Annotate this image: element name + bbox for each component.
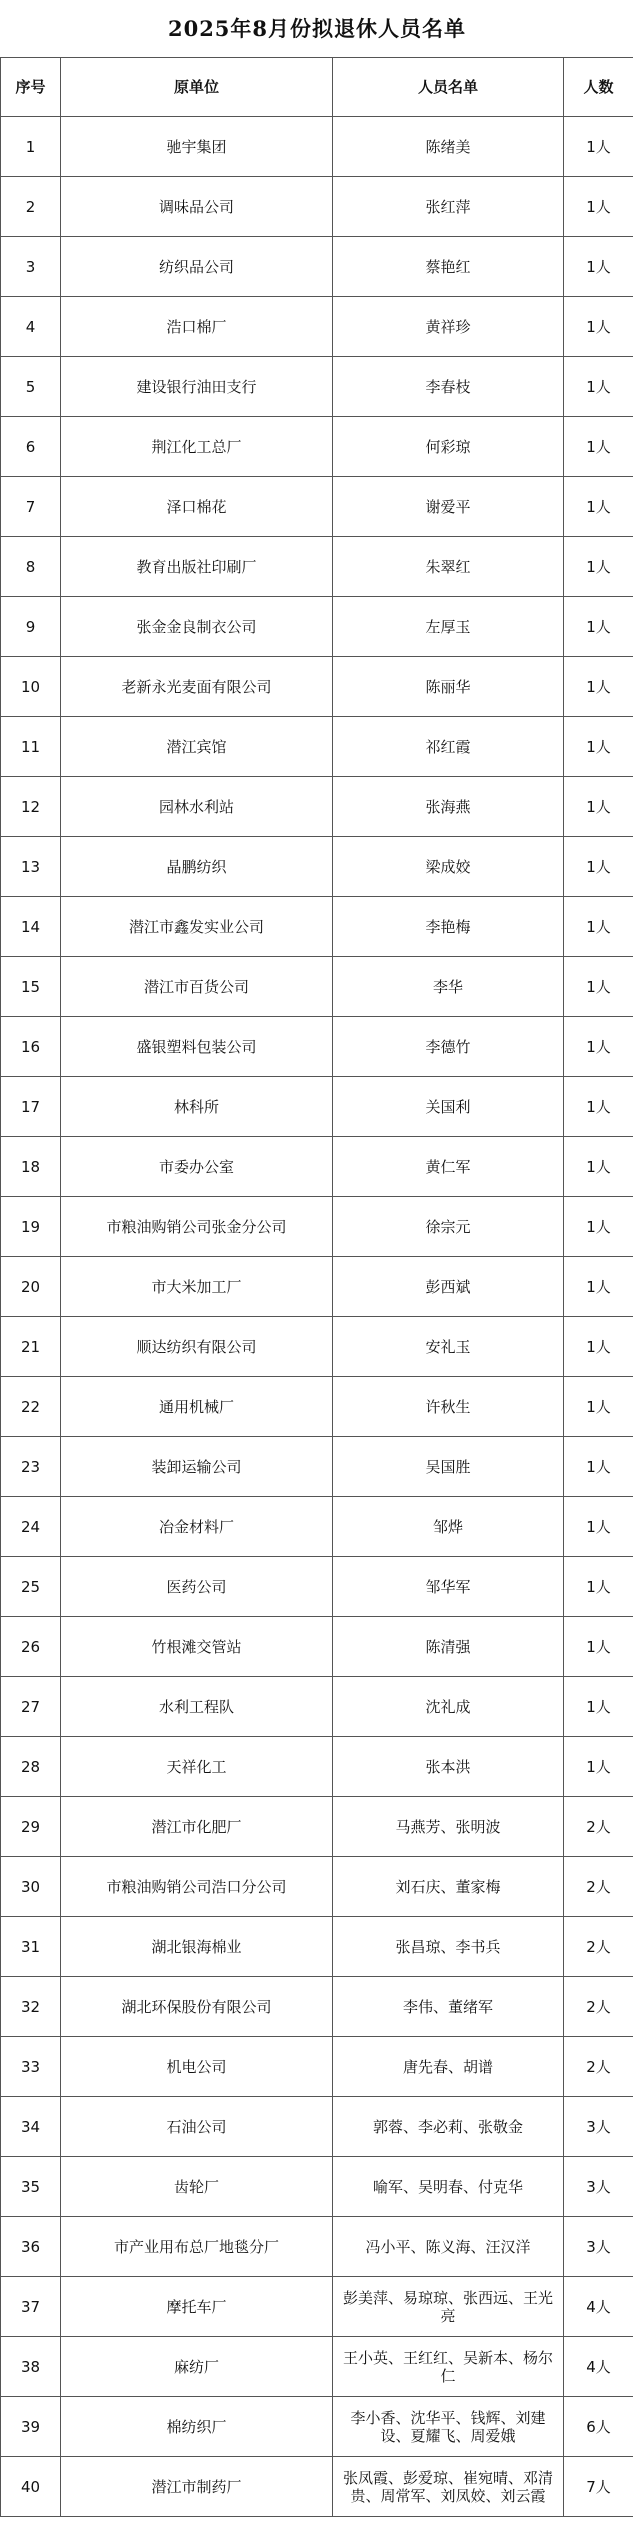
- table-row: [1, 2157, 633, 2217]
- table-row: [1, 957, 633, 1017]
- row-names-text: 黄仁军: [425, 1157, 471, 1176]
- table-row: [1, 1557, 633, 1617]
- row-unit: 顺达纺织有限公司: [61, 1317, 333, 1377]
- table-row: [1, 297, 633, 357]
- row-names: [333, 1977, 564, 2037]
- row-index: 25: [1, 1557, 61, 1617]
- row-names: [333, 957, 564, 1017]
- row-index: 38: [1, 2337, 61, 2397]
- row-count: 1人: [564, 1377, 633, 1437]
- row-names-text: 张本洪: [425, 1757, 471, 1776]
- row-index: 22: [1, 1377, 61, 1437]
- row-names: [333, 1917, 564, 1977]
- row-index: 19: [1, 1197, 61, 1257]
- table-row: [1, 1917, 633, 1977]
- table-row: [1, 1377, 633, 1437]
- row-names: [333, 477, 564, 537]
- row-names: [333, 1437, 564, 1497]
- row-names-text: 陈清强: [425, 1637, 471, 1656]
- row-names-text: 刘石庆、董家梅: [395, 1877, 501, 1896]
- row-count: 1人: [564, 1017, 633, 1077]
- row-index: 40: [1, 2457, 61, 2517]
- row-count: 6人: [564, 2397, 633, 2457]
- table-row: [1, 1077, 633, 1137]
- table-row: [1, 117, 633, 177]
- header-index: 序号: [1, 58, 61, 117]
- row-unit: 装卸运输公司: [61, 1437, 333, 1497]
- table-row: [1, 1617, 633, 1677]
- row-names: [333, 117, 564, 177]
- table-row: [1, 717, 633, 777]
- row-names-text: 何彩琼: [425, 437, 471, 456]
- row-count: 2人: [564, 1797, 633, 1857]
- row-unit: 市粮油购销公司张金分公司: [61, 1197, 333, 1257]
- row-index: 21: [1, 1317, 61, 1377]
- row-unit: 教育出版社印刷厂: [61, 537, 333, 597]
- row-names-text: 张昌琼、李书兵: [395, 1937, 501, 1956]
- row-names-text: 张红萍: [425, 197, 471, 216]
- row-names-text: 邹华军: [425, 1577, 471, 1596]
- row-names-text: 陈绪美: [425, 137, 471, 156]
- row-count: 1人: [564, 597, 633, 657]
- row-unit: 张金金良制衣公司: [61, 597, 333, 657]
- row-index: 34: [1, 2097, 61, 2157]
- row-names: [333, 777, 564, 837]
- row-names: [333, 597, 564, 657]
- row-names-text: 李华: [432, 977, 463, 996]
- table-row: [1, 1197, 633, 1257]
- row-index: 13: [1, 837, 61, 897]
- row-unit: 驰宇集团: [61, 117, 333, 177]
- row-count: 1人: [564, 1497, 633, 1557]
- row-unit: 通用机械厂: [61, 1377, 333, 1437]
- row-index: 2: [1, 177, 61, 237]
- row-names: [333, 1737, 564, 1797]
- row-index: 37: [1, 2277, 61, 2337]
- row-count: 7人: [564, 2457, 633, 2517]
- row-unit: 晶鹏纺织: [61, 837, 333, 897]
- row-unit: 天祥化工: [61, 1737, 333, 1797]
- row-unit: 棉纺织厂: [61, 2397, 333, 2457]
- row-names: [333, 657, 564, 717]
- row-count: 1人: [564, 177, 633, 237]
- table-row: [1, 1257, 633, 1317]
- row-names: [333, 297, 564, 357]
- row-names: [333, 417, 564, 477]
- row-index: 24: [1, 1497, 61, 1557]
- row-index: 31: [1, 1917, 61, 1977]
- row-index: 20: [1, 1257, 61, 1317]
- row-unit: 机电公司: [61, 2037, 333, 2097]
- table-row: [1, 477, 633, 537]
- row-count: 1人: [564, 537, 633, 597]
- row-count: 2人: [564, 1977, 633, 2037]
- row-unit: 齿轮厂: [61, 2157, 333, 2217]
- row-names: [333, 1137, 564, 1197]
- row-names-text: 李伟、董绪军: [402, 1997, 493, 2016]
- row-names-text: 郭蓉、李必莉、张敬金: [372, 2117, 523, 2136]
- row-names-text: 左厚玉: [425, 617, 471, 636]
- row-names-text: 张凤霞、彭爱琼、崔宛晴、邓清贵、周常军、刘凤姣、刘云霞: [342, 2468, 553, 2505]
- row-names-text: 徐宗元: [425, 1217, 471, 1236]
- row-count: 1人: [564, 777, 633, 837]
- table-row: [1, 1857, 633, 1917]
- row-count: 4人: [564, 2337, 633, 2397]
- row-index: 15: [1, 957, 61, 1017]
- row-unit: 潜江宾馆: [61, 717, 333, 777]
- table-row: [1, 1137, 633, 1197]
- table-row: [1, 777, 633, 837]
- row-unit: 市产业用布总厂地毯分厂: [61, 2217, 333, 2277]
- row-index: 10: [1, 657, 61, 717]
- row-names-text: 邹烨: [432, 1517, 463, 1536]
- row-unit: 调味品公司: [61, 177, 333, 237]
- header-unit: 原单位: [61, 58, 333, 117]
- row-unit: 泽口棉花: [61, 477, 333, 537]
- row-unit: 竹根滩交管站: [61, 1617, 333, 1677]
- row-names-text: 王小英、王红红、吴新本、杨尔仁: [342, 2348, 553, 2385]
- row-unit: 潜江市制药厂: [61, 2457, 333, 2517]
- row-index: 7: [1, 477, 61, 537]
- row-index: 4: [1, 297, 61, 357]
- table-row: [1, 1437, 633, 1497]
- row-unit: 医药公司: [61, 1557, 333, 1617]
- row-index: 14: [1, 897, 61, 957]
- row-names-text: 彭美萍、易琼琼、张西远、王光亮: [342, 2288, 553, 2325]
- row-names-text: 李春枝: [425, 377, 471, 396]
- row-unit: 荆江化工总厂: [61, 417, 333, 477]
- row-index: 28: [1, 1737, 61, 1797]
- row-names: [333, 837, 564, 897]
- row-names: [333, 1017, 564, 1077]
- row-names: [333, 1497, 564, 1557]
- row-count: 1人: [564, 1137, 633, 1197]
- row-unit: 市大米加工厂: [61, 1257, 333, 1317]
- row-names: [333, 1197, 564, 1257]
- table-row: [1, 2097, 633, 2157]
- row-index: 3: [1, 237, 61, 297]
- row-count: 1人: [564, 357, 633, 417]
- row-names: [333, 1257, 564, 1317]
- row-unit: 摩托车厂: [61, 2277, 333, 2337]
- row-unit: 林科所: [61, 1077, 333, 1137]
- row-names-text: 冯小平、陈义海、汪汉洋: [365, 2237, 531, 2256]
- row-names-text: 黄祥珍: [425, 317, 471, 336]
- row-names-text: 蔡艳红: [425, 257, 471, 276]
- row-unit: 市委办公室: [61, 1137, 333, 1197]
- row-index: 8: [1, 537, 61, 597]
- row-index: 29: [1, 1797, 61, 1857]
- row-names-text: 谢爱平: [425, 497, 471, 516]
- row-names: [333, 357, 564, 417]
- row-unit: 纺织品公司: [61, 237, 333, 297]
- row-count: 1人: [564, 117, 633, 177]
- row-count: 2人: [564, 2037, 633, 2097]
- row-names: [333, 2037, 564, 2097]
- page-title: 2025年8月份拟退休人员名单: [1, 0, 633, 58]
- row-index: 12: [1, 777, 61, 837]
- row-count: 3人: [564, 2157, 633, 2217]
- row-names-text: 关国利: [425, 1097, 471, 1116]
- row-names: [333, 1797, 564, 1857]
- table-row: [1, 237, 633, 297]
- row-names: [333, 1317, 564, 1377]
- row-names-text: 马燕芳、张明波: [395, 1817, 501, 1836]
- table-row: [1, 1977, 633, 2037]
- table-row: [1, 537, 633, 597]
- row-unit: 建设银行油田支行: [61, 357, 333, 417]
- row-unit: 潜江市化肥厂: [61, 1797, 333, 1857]
- table-row: [1, 2217, 633, 2277]
- table-row: [1, 837, 633, 897]
- row-unit: 湖北环保股份有限公司: [61, 1977, 333, 2037]
- row-names: [333, 237, 564, 297]
- row-count: 1人: [564, 1557, 633, 1617]
- row-names: [333, 2337, 564, 2397]
- row-unit: 石油公司: [61, 2097, 333, 2157]
- table-row: [1, 2457, 633, 2517]
- table-row: [1, 1497, 633, 1557]
- table-row: [1, 1017, 633, 1077]
- row-unit: 浩口棉厂: [61, 297, 333, 357]
- header-names: 人员名单: [333, 58, 564, 117]
- row-names: [333, 1377, 564, 1437]
- row-index: 32: [1, 1977, 61, 2037]
- row-count: 1人: [564, 237, 633, 297]
- row-names-text: 李小香、沈华平、钱辉、刘建设、夏耀飞、周爱娥: [350, 2408, 546, 2445]
- table-row: [1, 897, 633, 957]
- row-count: 1人: [564, 297, 633, 357]
- row-names: [333, 1557, 564, 1617]
- row-names: [333, 2157, 564, 2217]
- table-row: [1, 1317, 633, 1377]
- row-unit: 潜江市鑫发实业公司: [61, 897, 333, 957]
- row-index: 26: [1, 1617, 61, 1677]
- row-names: [333, 2217, 564, 2277]
- row-index: 36: [1, 2217, 61, 2277]
- row-names-text: 朱翠红: [425, 557, 471, 576]
- row-names: [333, 177, 564, 237]
- row-index: 30: [1, 1857, 61, 1917]
- table-row: [1, 2337, 633, 2397]
- row-count: 1人: [564, 957, 633, 1017]
- row-count: 1人: [564, 1197, 633, 1257]
- row-names-text: 吴国胜: [425, 1457, 471, 1476]
- table-row: [1, 2397, 633, 2457]
- row-count: 1人: [564, 417, 633, 477]
- row-count: 1人: [564, 1257, 633, 1317]
- table-row: [1, 597, 633, 657]
- row-count: 1人: [564, 657, 633, 717]
- row-unit: 冶金材料厂: [61, 1497, 333, 1557]
- row-index: 17: [1, 1077, 61, 1137]
- row-names-text: 唐先春、胡谱: [402, 2057, 493, 2076]
- row-index: 1: [1, 117, 61, 177]
- row-names: [333, 2097, 564, 2157]
- row-names: [333, 2457, 564, 2517]
- row-names-text: 李艳梅: [425, 917, 471, 936]
- row-names-text: 沈礼成: [425, 1697, 471, 1716]
- row-names-text: 喻军、吴明春、付克华: [372, 2177, 523, 2196]
- table-row: [1, 657, 633, 717]
- row-unit: 老新永光麦面有限公司: [61, 657, 333, 717]
- table-row: [1, 1677, 633, 1737]
- row-count: 1人: [564, 1077, 633, 1137]
- row-count: 1人: [564, 837, 633, 897]
- row-unit: 盛银塑料包装公司: [61, 1017, 333, 1077]
- row-count: 1人: [564, 1317, 633, 1377]
- row-names: [333, 1617, 564, 1677]
- row-names-text: 安礼玉: [425, 1337, 471, 1356]
- row-index: 11: [1, 717, 61, 777]
- row-names: [333, 537, 564, 597]
- row-index: 35: [1, 2157, 61, 2217]
- row-index: 27: [1, 1677, 61, 1737]
- header-row: [1, 58, 633, 117]
- row-count: 1人: [564, 717, 633, 777]
- row-unit: 园林水利站: [61, 777, 333, 837]
- row-names: [333, 2277, 564, 2337]
- table-row: [1, 177, 633, 237]
- table-row: [1, 1737, 633, 1797]
- row-count: 1人: [564, 897, 633, 957]
- row-unit: 市粮油购销公司浩口分公司: [61, 1857, 333, 1917]
- row-count: 3人: [564, 2217, 633, 2277]
- row-names: [333, 1857, 564, 1917]
- row-unit: 水利工程队: [61, 1677, 333, 1737]
- row-names: [333, 897, 564, 957]
- row-names: [333, 2397, 564, 2457]
- table-row: [1, 2277, 633, 2337]
- row-index: 33: [1, 2037, 61, 2097]
- row-names-text: 许秋生: [425, 1397, 471, 1416]
- row-index: 9: [1, 597, 61, 657]
- row-names-text: 梁成姣: [425, 857, 471, 876]
- row-count: 1人: [564, 1437, 633, 1497]
- row-names-text: 祁红霞: [425, 737, 471, 756]
- row-index: 16: [1, 1017, 61, 1077]
- row-count: 1人: [564, 477, 633, 537]
- table-row: [1, 1797, 633, 1857]
- row-names: [333, 1077, 564, 1137]
- row-count: 1人: [564, 1677, 633, 1737]
- title-row: [1, 0, 633, 58]
- row-index: 6: [1, 417, 61, 477]
- row-count: 2人: [564, 1917, 633, 1977]
- row-count: 1人: [564, 1737, 633, 1797]
- row-index: 18: [1, 1137, 61, 1197]
- row-index: 23: [1, 1437, 61, 1497]
- row-count: 3人: [564, 2097, 633, 2157]
- row-index: 5: [1, 357, 61, 417]
- row-unit: 湖北银海棉业: [61, 1917, 333, 1977]
- row-count: 4人: [564, 2277, 633, 2337]
- row-index: 39: [1, 2397, 61, 2457]
- table-row: [1, 357, 633, 417]
- table-row: [1, 2037, 633, 2097]
- table-row: [1, 417, 633, 477]
- row-unit: 麻纺厂: [61, 2337, 333, 2397]
- row-unit: 潜江市百货公司: [61, 957, 333, 1017]
- row-names-text: 张海燕: [425, 797, 471, 816]
- row-count: 2人: [564, 1857, 633, 1917]
- header-count: 人数: [564, 58, 633, 117]
- row-names-text: 彭西斌: [425, 1277, 471, 1296]
- table-body: [1, 117, 633, 2517]
- row-count: 1人: [564, 1617, 633, 1677]
- row-names: [333, 1677, 564, 1737]
- row-names-text: 陈丽华: [425, 677, 471, 696]
- row-names-text: 李德竹: [425, 1037, 471, 1056]
- row-names: [333, 717, 564, 777]
